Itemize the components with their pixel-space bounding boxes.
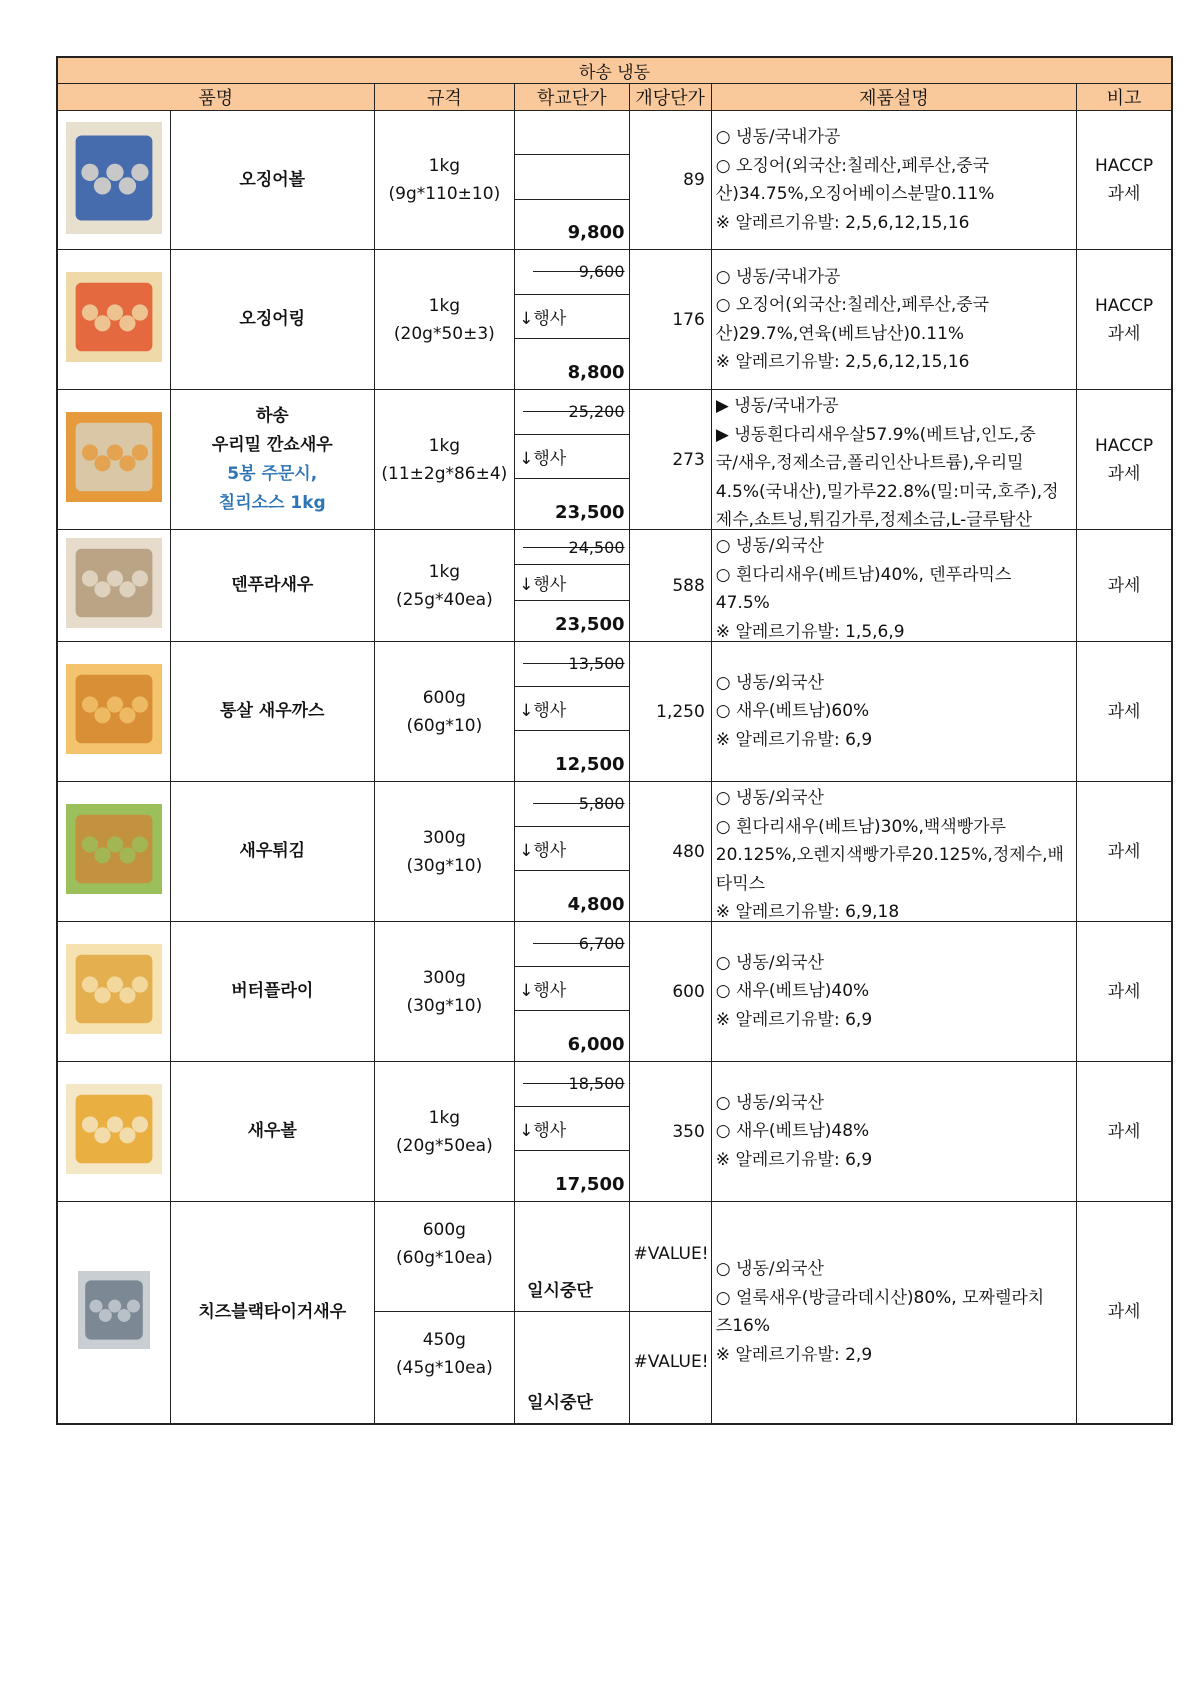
product-price-table: [56, 56, 1173, 1425]
school-price-cell: [515, 922, 629, 1062]
spec-line: (9g*110±10): [388, 184, 501, 204]
description-line: ※ 알레르기유발: 6,9: [715, 1149, 873, 1170]
price-stack: [515, 642, 628, 781]
product-description: [711, 642, 1076, 782]
original-price-value: 25,200: [568, 402, 625, 422]
product-name: [170, 782, 374, 922]
description-line: ○ 얼룩새우(방글라데시산)80%, 모짜렐라치: [715, 1287, 1045, 1308]
note-line: 과세: [1107, 981, 1141, 1002]
original-price-value: 13,500: [568, 654, 625, 674]
spec-line: (45g*10ea): [396, 1358, 493, 1378]
header-school-price: 학교단가: [515, 84, 629, 111]
product-note: [1077, 111, 1172, 250]
product-image: [66, 122, 162, 234]
product-note: [1077, 530, 1172, 642]
original-price-value: 6,700: [578, 934, 625, 954]
strike-lead: [533, 803, 581, 804]
product-image: [66, 804, 162, 894]
product-name-line: 덴푸라새우: [231, 575, 314, 595]
product-spec: [374, 111, 515, 250]
product-spec: [374, 1062, 515, 1202]
spec-line: (30g*10): [406, 995, 483, 1016]
product-note: [1077, 782, 1172, 922]
description-line: ○ 냉동/외국산: [715, 672, 824, 693]
unit-price: 480: [629, 782, 711, 922]
price-stack: [515, 782, 628, 921]
spec-line: 1kg: [428, 435, 461, 456]
original-price: [515, 922, 628, 967]
product-image-cell: [57, 390, 170, 530]
description-lines: [716, 532, 1076, 639]
product-description: [711, 250, 1076, 390]
description-line: ○ 냉동/외국산: [715, 1259, 824, 1280]
product-name: [170, 111, 374, 250]
product-note: [1077, 642, 1172, 782]
product-image: [66, 1084, 162, 1174]
original-price: [515, 390, 628, 435]
event-label: [515, 295, 628, 340]
product-name-line: 하송: [255, 405, 289, 426]
table-row: [57, 530, 1172, 642]
description-line: 4.5%(국내산),밀가루22.8%(밀:미국,호주),정: [715, 481, 1059, 502]
spec-line: 300g: [422, 967, 466, 988]
product-description: [711, 530, 1076, 642]
original-price-value: 18,500: [568, 1074, 625, 1094]
strike-lead: [533, 943, 581, 944]
table-row: [57, 111, 1172, 250]
strike-lead: [533, 271, 581, 272]
description-line: ○ 새우(베트남)48%: [715, 1121, 870, 1142]
final-price-value: 8,800: [567, 362, 625, 384]
price-stack: [515, 1062, 628, 1201]
product-image-cell: [57, 111, 170, 250]
event-label-text: ↓행사: [519, 701, 567, 721]
product-spec: [374, 642, 515, 782]
product-name: [170, 922, 374, 1062]
note-line: 과세: [1107, 1302, 1141, 1323]
school-price-cell: [515, 250, 629, 390]
unit-price: #VALUE!: [629, 1202, 711, 1312]
description-line: ○ 냉동/외국산: [715, 1092, 824, 1113]
note-line: 과세: [1107, 184, 1141, 204]
product-name: [170, 1202, 374, 1424]
final-price-value: 4,800: [567, 894, 625, 916]
original-price: [515, 782, 628, 827]
product-description: [711, 1062, 1076, 1202]
final-price-value: 6,000: [567, 1034, 625, 1056]
product-image: [66, 538, 162, 628]
school-price-cell: [515, 111, 629, 250]
spec-line: (25g*40ea): [396, 589, 493, 610]
product-spec: [374, 1312, 515, 1424]
header-spec: 규격: [374, 84, 515, 111]
description-lines: [716, 784, 1076, 919]
product-spec: [374, 530, 515, 642]
school-price-cell: [515, 530, 629, 642]
final-price: [515, 871, 628, 921]
spec-line: 600g: [422, 687, 466, 708]
note-line: 과세: [1107, 463, 1141, 484]
spec-line: (30g*10): [406, 855, 483, 876]
price-stack: [515, 111, 628, 249]
final-price-value: 9,800: [567, 221, 625, 243]
unit-price: 89: [629, 111, 711, 250]
spec-line: 1kg: [428, 561, 461, 582]
product-name-line: 치즈블랙타이거새우: [198, 1301, 347, 1322]
description-lines: [716, 263, 1076, 377]
final-price: [515, 601, 628, 641]
unit-price: 1,250: [629, 642, 711, 782]
description-line: ○ 오징어(외국산:칠레산,페루산,중국: [715, 295, 990, 315]
note-line: HACCP: [1094, 295, 1154, 316]
product-note: [1077, 250, 1172, 390]
note-line: 과세: [1107, 1121, 1141, 1142]
strike-lead: [523, 1083, 571, 1084]
table-row: [57, 250, 1172, 390]
description-line: ※ 알레르기유발: 2,9: [715, 1344, 873, 1365]
product-image-cell: [57, 1062, 170, 1202]
product-name: [170, 1062, 374, 1202]
product-image: [66, 412, 162, 502]
header-unit-price: 개당단가: [629, 84, 711, 111]
product-note: [1077, 1202, 1172, 1424]
product-name-line: 오징어링: [239, 309, 306, 329]
description-line: 산)34.75%,오징어베이스분말0.11%: [715, 184, 995, 204]
event-label: [515, 155, 628, 199]
product-description: [711, 1202, 1076, 1424]
final-price: [515, 200, 628, 249]
product-note: [1077, 922, 1172, 1062]
original-price: [515, 250, 628, 295]
product-name: [170, 530, 374, 642]
product-image-cell: [57, 642, 170, 782]
product-note: [1077, 1062, 1172, 1202]
product-name: [170, 642, 374, 782]
price-stack: [515, 390, 628, 529]
product-spec: [374, 922, 515, 1062]
product-image-cell: [57, 922, 170, 1062]
description-lines: [716, 1089, 1076, 1175]
product-note: [1077, 390, 1172, 530]
final-price: [515, 479, 628, 529]
school-price-cell: [515, 390, 629, 530]
event-label: [515, 1107, 628, 1152]
description-line: 20.125%,오렌지색빵가루20.125%,정제수,배: [715, 845, 1064, 865]
event-label-text: ↓행사: [519, 981, 567, 1001]
spec-line: 1kg: [428, 1107, 461, 1128]
description-line: ○ 흰다리새우(베트남)40%, 덴푸라믹스: [715, 564, 1012, 585]
product-image-cell: [57, 530, 170, 642]
original-price: [515, 530, 628, 565]
spec-line: (20g*50±3): [393, 323, 495, 344]
product-name-line: 통살 새우까스: [220, 701, 325, 721]
spec-line: 600g: [422, 1220, 466, 1240]
description-line: ○ 냉동/국내가공: [715, 127, 841, 147]
table-row: [57, 782, 1172, 922]
description-line: ▶ 냉동흰다리새우살57.9%(베트남,인도,중: [715, 424, 1036, 445]
unit-price: 600: [629, 922, 711, 1062]
final-price-value: 17,500: [555, 1174, 625, 1196]
description-lines: [716, 392, 1076, 527]
note-line: 과세: [1107, 323, 1141, 344]
final-price-value: 23,500: [555, 502, 625, 524]
original-price-value: 5,800: [578, 794, 625, 814]
description-line: 산)29.7%,연육(베트남산)0.11%: [715, 323, 965, 344]
table-row: [57, 922, 1172, 1062]
unit-price: 350: [629, 1062, 711, 1202]
original-price-value: 24,500: [568, 537, 625, 557]
product-name-line: 오징어볼: [239, 169, 306, 190]
school-price-cell: [515, 782, 629, 922]
product-image-cell: [57, 250, 170, 390]
final-price: [515, 339, 628, 389]
strike-lead: [523, 411, 571, 412]
promo-text: 칠리소스 1kg: [218, 492, 326, 513]
product-name-line: 우리밀 깐쇼새우: [211, 434, 333, 455]
original-price: [515, 1062, 628, 1107]
product-name-line: 새우볼: [247, 1121, 297, 1141]
unit-price: 176: [629, 250, 711, 390]
final-price-value: 12,500: [555, 754, 625, 776]
final-price: [515, 1011, 628, 1061]
description-line: 47.5%: [715, 593, 770, 613]
final-price: [515, 1151, 628, 1201]
note-line: HACCP: [1094, 156, 1154, 176]
note-line: 과세: [1107, 841, 1141, 862]
description-line: ※ 알레르기유발: 2,5,6,12,15,16: [715, 212, 970, 233]
table-row: [57, 642, 1172, 782]
description-line: 제수,쇼트닝,튀김가루,정제소금,L-글루탐산: [715, 510, 1032, 527]
event-label-text: ↓행사: [519, 309, 567, 329]
description-lines: [716, 123, 1076, 237]
note-line: HACCP: [1094, 435, 1154, 456]
product-image: [66, 272, 162, 362]
description-line: ○ 냉동/외국산: [715, 952, 824, 973]
product-description: [711, 390, 1076, 530]
description-line: ※ 알레르기유발: 6,9,18: [715, 902, 900, 919]
product-image-cell: [57, 782, 170, 922]
spec-line: (11±2g*86±4): [381, 463, 508, 484]
event-label-text: ↓행사: [519, 449, 567, 469]
event-label-text: ↓행사: [519, 1121, 567, 1141]
product-spec: [374, 250, 515, 390]
school-price-cell: [515, 1062, 629, 1202]
product-name: [170, 390, 374, 530]
product-spec: [374, 390, 515, 530]
description-line: ▶ 냉동/국내가공: [715, 396, 839, 416]
product-description: [711, 922, 1076, 1062]
description-line: ※ 알레르기유발: 6,9: [715, 1009, 873, 1030]
spec-line: (60g*10ea): [396, 1248, 493, 1268]
header-name: 품명: [57, 84, 374, 111]
product-description: [711, 782, 1076, 922]
description-lines: [716, 669, 1076, 755]
product-image-cell: [57, 1202, 170, 1424]
description-line: 국/새우,정제소금,폴리인산나트륨),우리밀: [715, 453, 1024, 473]
spec-line: (60g*10): [406, 715, 483, 736]
strike-lead: [523, 547, 571, 548]
spec-line: 1kg: [428, 295, 461, 316]
original-price-value: 9,600: [578, 262, 625, 282]
table-row: [57, 390, 1172, 530]
note-line: 과세: [1107, 575, 1141, 596]
spec-line: 300g: [422, 827, 466, 848]
original-price: [515, 642, 628, 687]
description-line: 타믹스: [715, 873, 766, 894]
note-line: 과세: [1107, 701, 1141, 722]
suspended-price: 일시중단: [515, 1312, 629, 1424]
description-line: ○ 오징어(외국산:칠레산,페루산,중국: [715, 155, 990, 176]
table-row: [57, 1062, 1172, 1202]
unit-price: 273: [629, 390, 711, 530]
product-name-line: 새우튀김: [239, 841, 306, 861]
description-line: ○ 냉동/외국산: [715, 788, 824, 808]
product-description: [711, 111, 1076, 250]
suspended-price: 일시중단: [515, 1202, 629, 1312]
description-line: ○ 새우(베트남)40%: [715, 981, 870, 1002]
price-stack: [515, 530, 628, 641]
promo-text: 5봉 주문시,: [227, 463, 318, 484]
school-price-cell: [515, 642, 629, 782]
header-note: 비고: [1077, 84, 1172, 111]
event-label: [515, 687, 628, 732]
unit-price: #VALUE!: [629, 1312, 711, 1424]
event-label-text: ↓행사: [519, 574, 567, 595]
description-line: ※ 알레르기유발: 2,5,6,12,15,16: [715, 352, 970, 372]
product-name: [170, 250, 374, 390]
description-line: ○ 냉동/국내가공: [715, 266, 841, 287]
product-image: [78, 1271, 150, 1349]
description-line: ○ 흰다리새우(베트남)30%,백색빵가루: [715, 816, 1006, 837]
description-line: ○ 냉동/외국산: [715, 536, 824, 556]
product-spec: [374, 1202, 515, 1312]
header-description: 제품설명: [711, 84, 1076, 111]
event-label: [515, 435, 628, 480]
table-row: [57, 1202, 1172, 1312]
event-label-text: ↓행사: [519, 841, 567, 861]
spec-line: (20g*50ea): [396, 1135, 493, 1156]
description-line: ○ 새우(베트남)60%: [715, 701, 870, 722]
event-label: [515, 967, 628, 1012]
event-label: [515, 565, 628, 600]
description-line: ※ 알레르기유발: 6,9: [715, 729, 873, 750]
price-stack: [515, 250, 628, 389]
table-title: 하송 냉동: [57, 57, 1172, 84]
product-name-line: 버터플라이: [231, 981, 314, 1001]
product-image: [66, 664, 162, 754]
final-price: [515, 731, 628, 781]
strike-lead: [523, 663, 571, 664]
final-price-value: 23,500: [555, 613, 625, 635]
price-stack: [515, 922, 628, 1061]
unit-price: 588: [629, 530, 711, 642]
description-line: ※ 알레르기유발: 1,5,6,9: [715, 621, 905, 639]
description-lines: [716, 949, 1076, 1035]
product-image: [66, 944, 162, 1034]
spec-line: 1kg: [428, 156, 461, 176]
spec-line: 450g: [422, 1330, 466, 1350]
event-label: [515, 827, 628, 872]
description-line: 즈16%: [715, 1316, 771, 1337]
product-spec: [374, 782, 515, 922]
original-price: [515, 111, 628, 155]
